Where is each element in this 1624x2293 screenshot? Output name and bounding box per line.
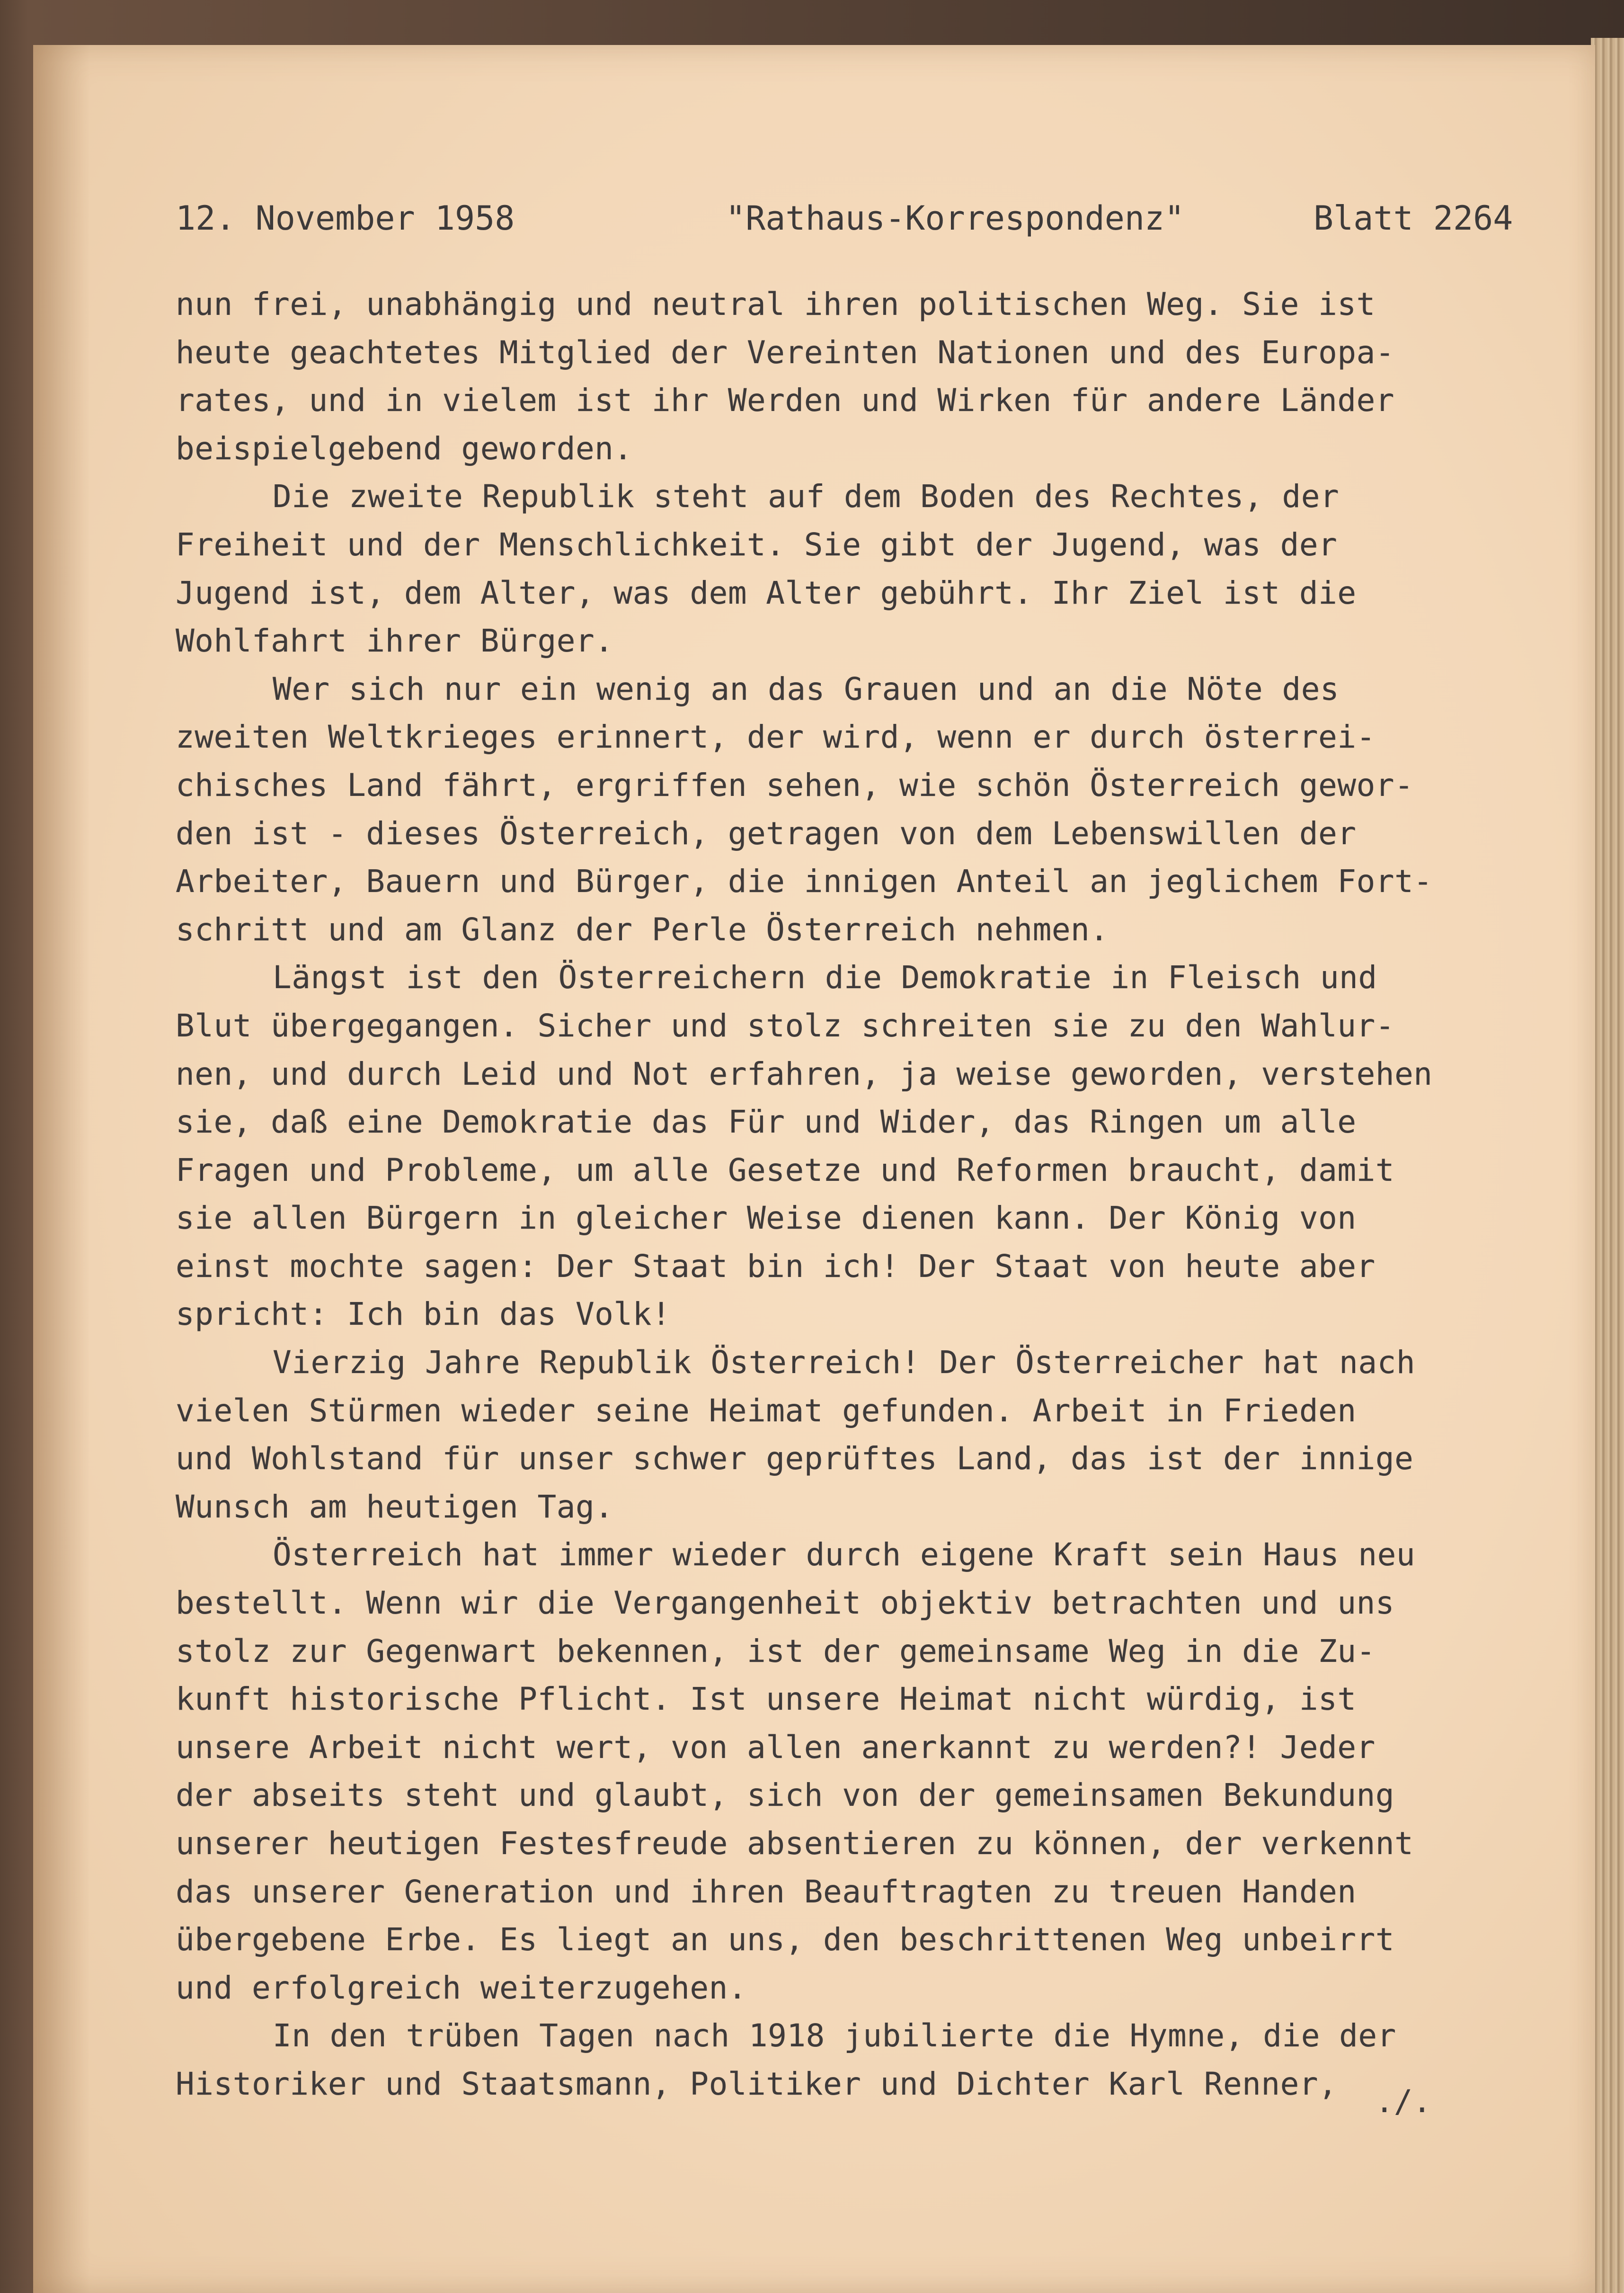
text-line: unserer heutigen Festesfreude absentieren zu können, der verkennt: [176, 1825, 1414, 1862]
text-line: bestellt. Wenn wir die Vergangenheit objektiv betrachten und uns: [176, 1585, 1395, 1622]
text-line: sie, daß eine Demokratie das Für und Wider, das Ringen um alle: [176, 1104, 1357, 1141]
paragraph-first-line: Die zweite Republik steht auf dem Boden des Rechtes, der: [273, 478, 1340, 515]
page-header: [142, 199, 1513, 246]
text-line: stolz zur Gegenwart bekennen, ist der gemeinsame Weg in die Zu-: [176, 1633, 1376, 1669]
text-line: vielen Stürmen wieder seine Heimat gefunden. Arbeit in Frieden: [176, 1392, 1357, 1429]
paragraph-first-line: In den trüben Tagen nach 1918 jubilierte die Hymne, die der: [273, 2017, 1396, 2054]
text-line: das unserer Generation und ihren Beauftragten zu treuen Handen: [176, 1873, 1357, 1910]
text-line: Blut übergegangen. Sicher und stolz schreiten sie zu den Wahlur-: [176, 1007, 1395, 1044]
text-line: Freiheit und der Menschlichkeit. Sie gibt der Jugend, was der: [176, 526, 1338, 563]
text-line: den ist - dieses Österreich, getragen von dem Lebenswillen der: [176, 815, 1357, 852]
paragraph-first-line: Österreich hat immer wieder durch eigene Kraft sein Haus neu: [273, 1536, 1416, 1573]
text-line: Fragen und Probleme, um alle Gesetze und Reformen braucht, damit: [176, 1151, 1395, 1188]
body-text: [176, 280, 1491, 2108]
text-line: heute geachtetes Mitglied der Vereinten Nationen und des Europa-: [176, 334, 1395, 371]
text-line: übergebene Erbe. Es liegt an uns, den beschrittenen Weg unbeirrt: [176, 1921, 1395, 1958]
text-line: chisches Land fährt, ergriffen sehen, wie schön Österreich gewor-: [176, 767, 1414, 803]
text-line: kunft historische Pflicht. Ist unsere Heimat nicht würdig, ist: [176, 1681, 1357, 1718]
text-line: Historiker und Staatsmann, Politiker und Dichter Karl Renner,: [176, 2065, 1338, 2102]
header-date: 12. November 1958: [176, 199, 515, 238]
page-stack-edge: [1591, 38, 1624, 2293]
header-publication-title: "Rathaus-Korrespondenz": [726, 199, 1185, 238]
text-line: Wohlfahrt ihrer Bürger.: [176, 623, 614, 660]
text-line: Wunsch am heutigen Tag.: [176, 1488, 614, 1525]
header-sheet-number: Blatt 2264: [1313, 199, 1513, 238]
paragraph-first-line: Vierzig Jahre Republik Österreich! Der Österreicher hat nach: [273, 1344, 1416, 1381]
text-line: nun frei, unabhängig und neutral ihren politischen Weg. Sie ist: [176, 286, 1376, 322]
text-line: rates, und in vielem ist ihr Werden und Wirken für andere Länder: [176, 382, 1395, 419]
text-line: Jugend ist, dem Alter, was dem Alter gebührt. Ihr Ziel ist die: [176, 574, 1357, 611]
binding-shadow: [33, 45, 90, 2293]
text-line: sie allen Bürgern in gleicher Weise dienen kann. Der König von: [176, 1200, 1357, 1237]
text-line: zweiten Weltkrieges erinnert, der wird, wenn er durch österrei-: [176, 719, 1376, 756]
text-line: und Wohlstand für unser schwer geprüftes Land, das ist der innige: [176, 1440, 1414, 1477]
continuation-mark: ./.: [1375, 2083, 1432, 2120]
text-line: unsere Arbeit nicht wert, von allen anerkannt zu werden?! Jeder: [176, 1729, 1376, 1766]
text-line: nen, und durch Leid und Not erfahren, ja weise geworden, verstehen: [176, 1055, 1433, 1092]
text-line: und erfolgreich weiterzugehen.: [176, 1969, 747, 2006]
text-line: spricht: Ich bin das Volk!: [176, 1296, 671, 1333]
text-line: einst mochte sagen: Der Staat bin ich! Der Staat von heute aber: [176, 1248, 1376, 1285]
text-line: beispielgebend geworden.: [176, 430, 633, 467]
text-line: der abseits steht und glaubt, sich von der gemeinsamen Bekundung: [176, 1777, 1395, 1814]
text-line: schritt und am Glanz der Perle Österreich nehmen.: [176, 911, 1109, 948]
text-line: Arbeiter, Bauern und Bürger, die innigen Anteil an jeglichem Fort-: [176, 863, 1433, 900]
paragraph-first-line: Längst ist den Österreichern die Demokratie in Fleisch und: [273, 959, 1377, 996]
paragraph-first-line: Wer sich nur ein wenig an das Grauen und an die Nöte des: [273, 670, 1340, 707]
